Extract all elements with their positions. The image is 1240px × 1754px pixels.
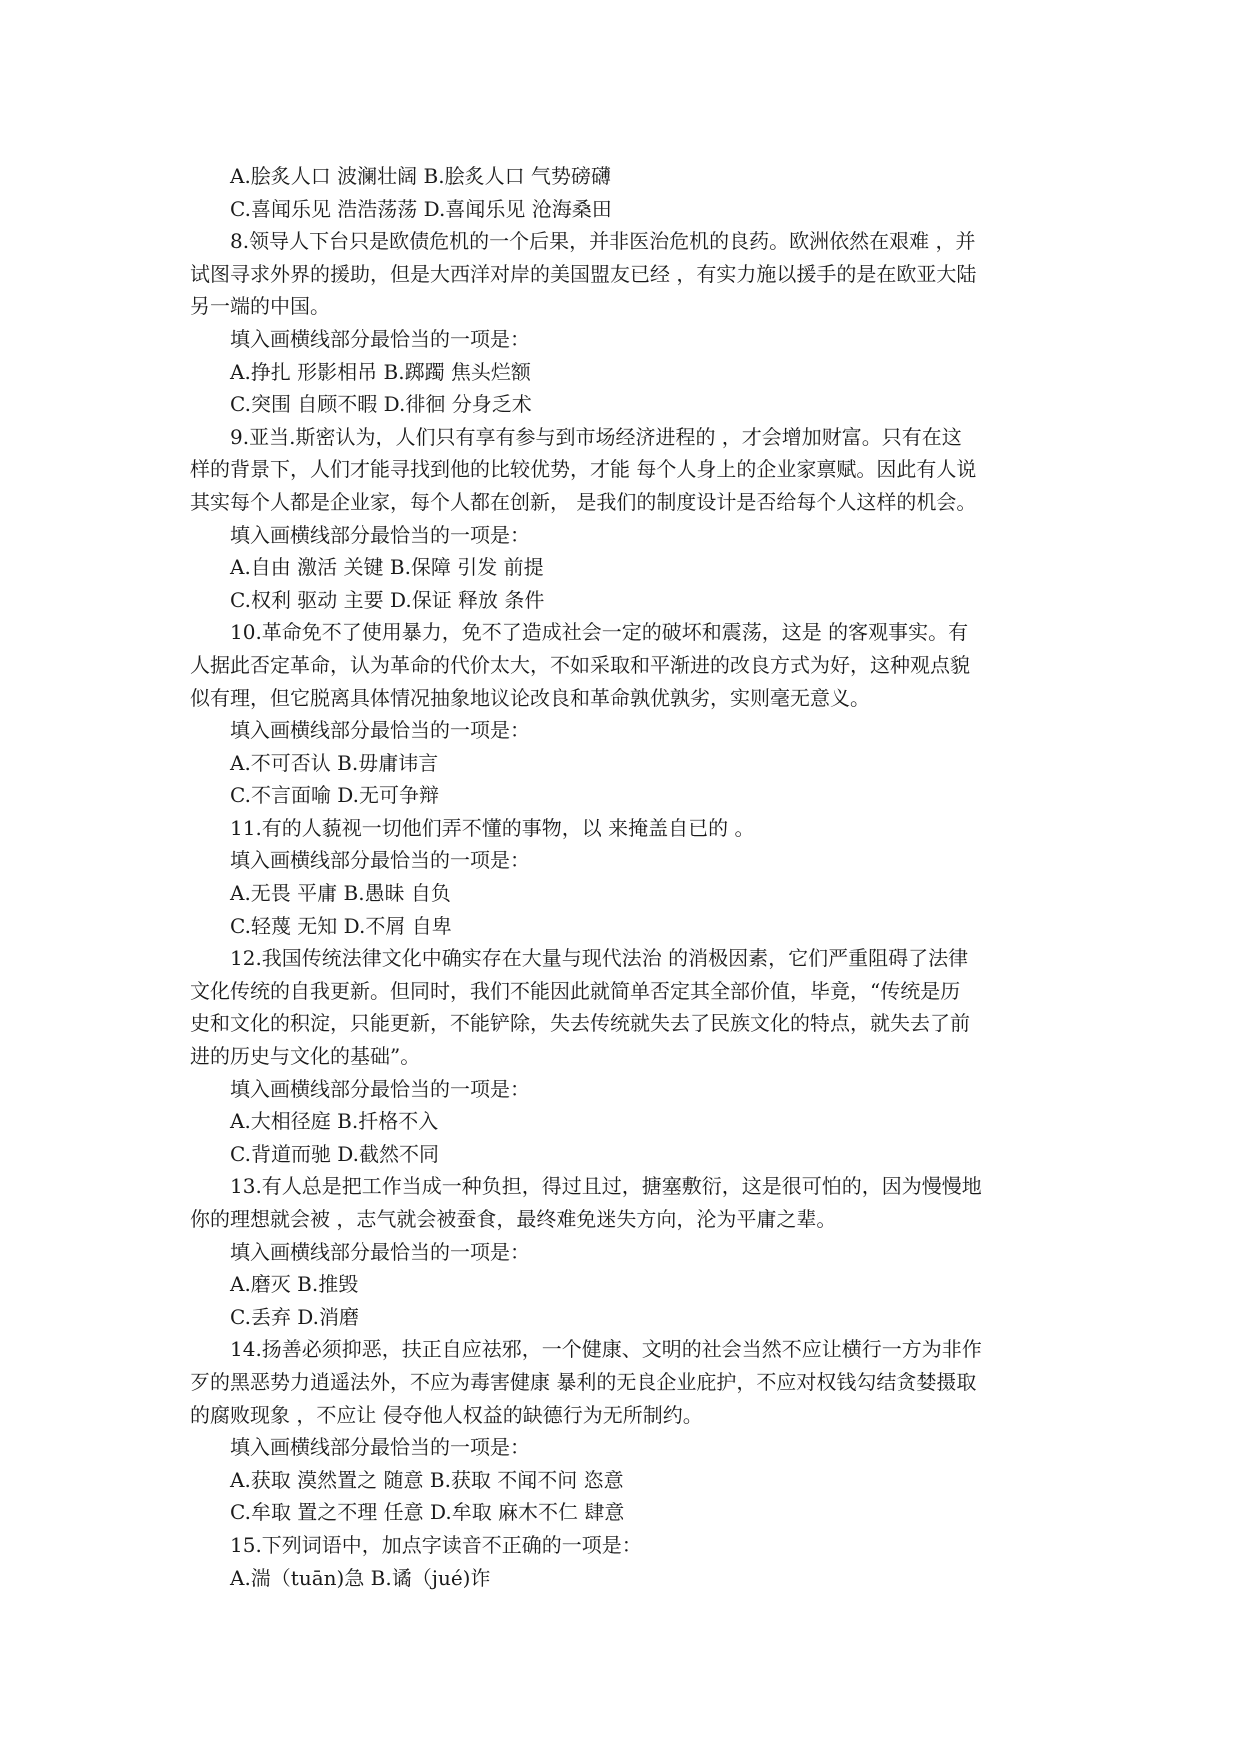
- question-first-line: 10.革命免不了使用暴力，免不了造成社会一定的破坏和震荡，这是 的客观事实。有: [230, 620, 969, 645]
- answer-options-line: C.丢弃 D.消磨: [230, 1304, 359, 1329]
- question-continuation-line: 试图寻求外界的援助，但是大西洋对岸的美国盟友已经 ，有实力施以援手的是在欧亚大陆: [190, 261, 977, 286]
- answer-options-line: A.获取 漠然置之 随意 B.获取 不闻不问 恣意: [230, 1467, 624, 1492]
- answer-options-line: C.不言面喻 D.无可争辩: [230, 783, 439, 808]
- question-first-line: 11.有的人藐视一切他们弄不懂的事物，以 来掩盖自已的 。: [230, 815, 755, 840]
- question-prompt-line: 填入画横线部分最恰当的一项是：: [230, 1076, 530, 1101]
- document-page: [190, 160, 1060, 1594]
- question-prompt-line: 填入画横线部分最恰当的一项是：: [230, 326, 530, 351]
- answer-options-line: A.不可否认 B.毋庸讳言: [230, 750, 439, 775]
- answer-options-line: C.突围 自顾不暇 D.徘徊 分身乏术: [230, 392, 532, 417]
- question-prompt-line: 填入画横线部分最恰当的一项是：: [230, 522, 530, 547]
- question-continuation-line: 的腐败现象 ，不应让 侵夺他人权益的缺德行为无所制约。: [190, 1402, 703, 1427]
- answer-options-line: C.背道而驰 D.截然不同: [230, 1141, 439, 1166]
- question-prompt-line: 填入画横线部分最恰当的一项是：: [230, 1435, 530, 1460]
- answer-options-line: A.挣扎 形影相吊 B.踯躅 焦头烂额: [230, 359, 531, 384]
- answer-options-line: C.喜闻乐见 浩浩荡荡 D.喜闻乐见 沧海桑田: [230, 196, 612, 221]
- question-prompt-line: 填入画横线部分最恰当的一项是：: [230, 1239, 530, 1264]
- question-continuation-line: 人据此否定革命，认为革命的代价太大，不如采取和平渐进的改良方式为好，这种观点貌: [190, 652, 970, 677]
- answer-options-line: A.无畏 平庸 B.愚昧 自负: [230, 881, 451, 906]
- question-first-line: 14.扬善必须抑恶，扶正自应祛邪，一个健康、文明的社会当然不应让横行一方为非作: [230, 1337, 982, 1362]
- question-first-line: 8.领导人下台只是欧债危机的一个后果，并非医治危机的良药。欧洲依然在艰难 ，并: [230, 229, 976, 254]
- question-first-line: 9.亚当.斯密认为，人们只有享有参与到市场经济进程的 ，才会增加财富。只有在这: [230, 424, 962, 449]
- question-prompt-line: 填入画横线部分最恰当的一项是：: [230, 718, 530, 743]
- question-first-line: 12.我国传统法律文化中确实存在大量与现代法治 的消极因素，它们严重阻碍了法律: [230, 946, 969, 971]
- question-continuation-line: 歹的黑恶势力逍遥法外，不应为毒害健康 暴利的无良企业庇护，不应对权钱勾结贪婪摄取: [190, 1369, 977, 1394]
- question-continuation-line: 进的历史与文化的基础”。: [190, 1044, 421, 1069]
- answer-options-line: A.磨灭 B.推毁: [230, 1272, 359, 1297]
- answer-options-line: A.自由 激活 关键 B.保障 引发 前提: [230, 555, 544, 580]
- answer-options-line: C.牟取 置之不理 任意 D.牟取 麻木不仁 肆意: [230, 1500, 625, 1525]
- question-continuation-line: 其实每个人都是企业家，每个人都在创新， 是我们的制度设计是否给每个人这样的机会。: [190, 489, 977, 514]
- answer-options-line: A.湍（tuān)急 B.谲（jué)诈: [230, 1565, 491, 1590]
- question-continuation-line: 另一端的中国。: [190, 294, 330, 319]
- question-continuation-line: 史和文化的积淀，只能更新，不能铲除，失去传统就失去了民族文化的特点，就失去了前: [190, 1011, 970, 1036]
- question-continuation-line: 文化传统的自我更新。但同时，我们不能因此就简单否定其全部价值，毕竟，“传统是历: [190, 978, 961, 1003]
- question-prompt-line: 填入画横线部分最恰当的一项是：: [230, 848, 530, 873]
- answer-options-line: C.权利 驱动 主要 D.保证 释放 条件: [230, 587, 545, 612]
- answer-options-line: C.轻蔑 无知 D.不屑 自卑: [230, 913, 452, 938]
- question-continuation-line: 样的背景下，人们才能寻找到他的比较优势，才能 每个人身上的企业家禀赋。因此有人说: [190, 457, 977, 482]
- question-continuation-line: 似有理，但它脱离具体情况抽象地议论改良和革命孰优孰劣，实则毫无意义。: [190, 685, 870, 710]
- answer-options-line: A.脍炙人口 波澜壮阔 B.脍炙人口 气势磅礴: [230, 164, 611, 188]
- question-first-line: 13.有人总是把工作当成一种负担，得过且过，搪塞敷衍，这是很可怕的，因为慢慢地: [230, 1174, 982, 1199]
- question-continuation-line: 你的理想就会被 ，志气就会被蚕食，最终难免迷失方向，沦为平庸之辈。: [190, 1207, 837, 1231]
- answer-options-line: A.大相径庭 B.扦格不入: [230, 1109, 439, 1134]
- question-first-line: 15.下列词语中，加点字读音不正确的一项是：: [230, 1532, 642, 1557]
